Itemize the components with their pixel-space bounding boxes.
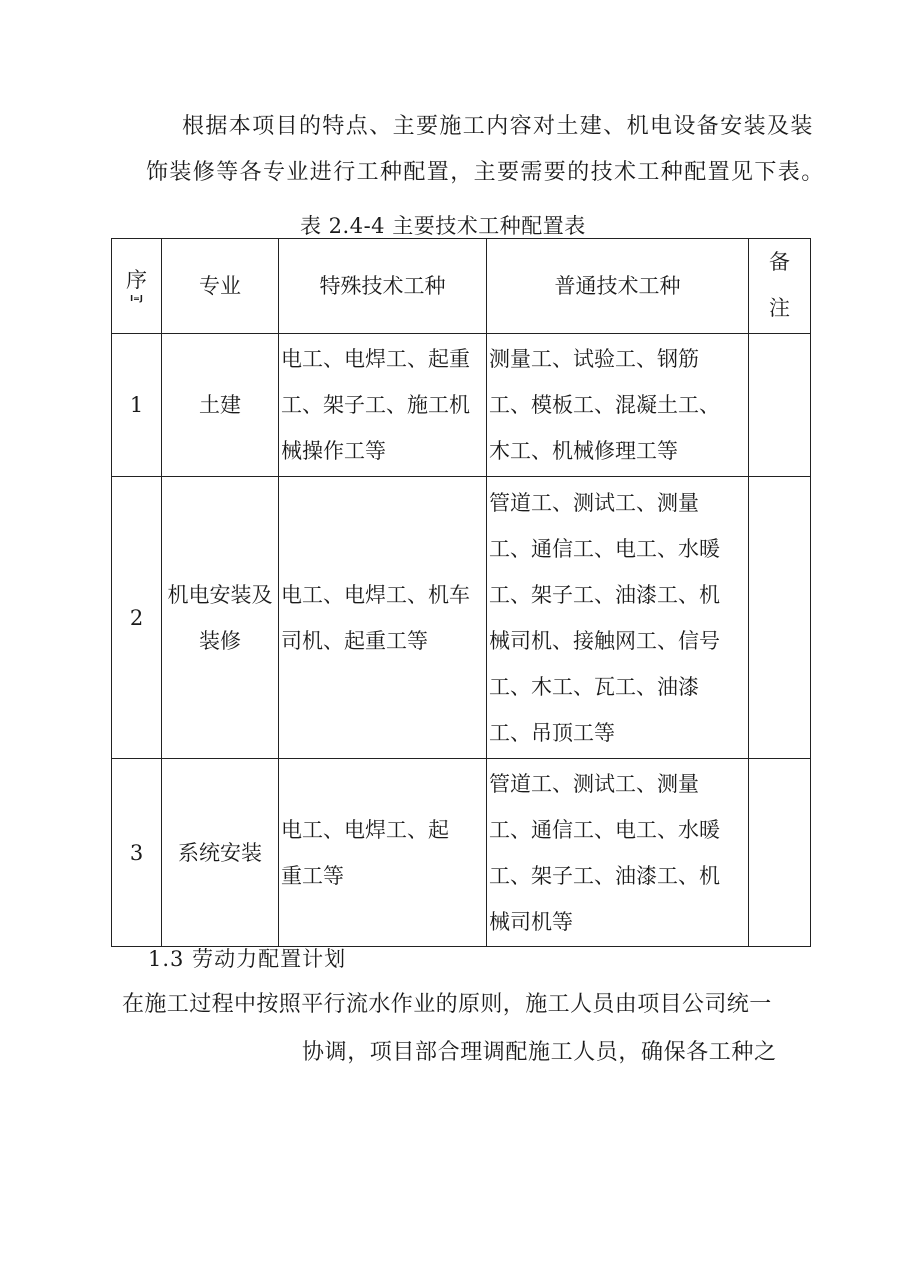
special-line: 司机、起重工等 (281, 628, 428, 653)
header-note-1: 备 (769, 250, 790, 274)
trade-config-table (111, 238, 811, 947)
header-seq (112, 239, 162, 334)
row-special-trades (279, 334, 487, 477)
header-note-2: 注 (769, 296, 790, 320)
general-line: 工、通信工、电工、水暖 (489, 536, 720, 561)
general-line: 测量工、试验工、钢筋 (489, 347, 699, 371)
row-specialty-line: 装修 (199, 628, 241, 653)
table-caption: 表 2.4-4 主要技术工种配置表 (300, 214, 586, 238)
row-special-trades (279, 759, 487, 947)
row-special-trades (279, 477, 487, 759)
special-line: 械操作工等 (281, 439, 386, 463)
header-seq-small: I=J (130, 294, 143, 303)
row-note (749, 759, 811, 947)
general-line: 械司机、接触网工、信号 (489, 628, 720, 653)
general-line: 工、架子工、油漆工、机 (489, 582, 720, 607)
special-line: 工、架子工、施工机 (281, 393, 470, 417)
row-specialty (162, 759, 279, 947)
general-line: 管道工、测试工、测量 (489, 771, 699, 796)
general-line: 工、架子工、油漆工、机 (489, 863, 720, 888)
table-header-row (112, 239, 811, 334)
intro-line-1: 根据本项目的特点、主要施工内容对土建、机电设备安装及装 (182, 114, 814, 139)
special-line: 电工、电焊工、起重 (281, 347, 470, 371)
row-seq: 1 (112, 334, 162, 477)
row-specialty-line: 机电安装及 (167, 582, 273, 607)
table-row (112, 477, 811, 759)
table-row (112, 759, 811, 947)
general-line: 工、模板工、混凝土工、 (489, 393, 720, 417)
body-line-2: 协调，项目部合理调配施工人员，确保各工种之 (302, 1040, 777, 1065)
row-general-trades (487, 477, 749, 759)
section-heading: 1.3 劳动力配置计划 (148, 947, 347, 971)
header-seq-label: 序 (126, 268, 147, 292)
row-note (749, 334, 811, 477)
special-line: 电工、电焊工、机车 (281, 582, 470, 607)
special-line: 电工、电焊工、起 (281, 817, 449, 842)
header-general-trades: 普通技术工种 (487, 239, 749, 334)
row-specialty-line: 土建 (199, 393, 241, 417)
row-note (749, 477, 811, 759)
row-specialty (162, 477, 279, 759)
general-line: 管道工、测试工、测量 (489, 490, 699, 515)
general-line: 工、通信工、电工、水暖 (489, 817, 720, 842)
general-line: 工、吊顶工等 (489, 720, 615, 745)
row-seq: 2 (112, 477, 162, 759)
row-general-trades (487, 759, 749, 947)
intro-line-2: 饰装修等各专业进行工种配置，主要需要的技术工种配置见下表。 (146, 160, 825, 185)
general-line: 工、木工、瓦工、油漆 (489, 674, 699, 699)
header-specialty: 专业 (162, 239, 279, 334)
row-specialty (162, 334, 279, 477)
header-note (749, 239, 811, 334)
general-line: 木工、机械修理工等 (489, 439, 678, 463)
row-general-trades (487, 334, 749, 477)
header-special-trades: 特殊技术工种 (279, 239, 487, 334)
special-line: 重工等 (281, 863, 344, 888)
row-seq: 3 (112, 759, 162, 947)
row-specialty-line: 系统安装 (178, 840, 262, 865)
table-row (112, 334, 811, 477)
body-line-1: 在施工过程中按照平行流水作业的原则，施工人员由项目公司统一 (122, 992, 772, 1017)
general-line: 械司机等 (489, 909, 573, 934)
